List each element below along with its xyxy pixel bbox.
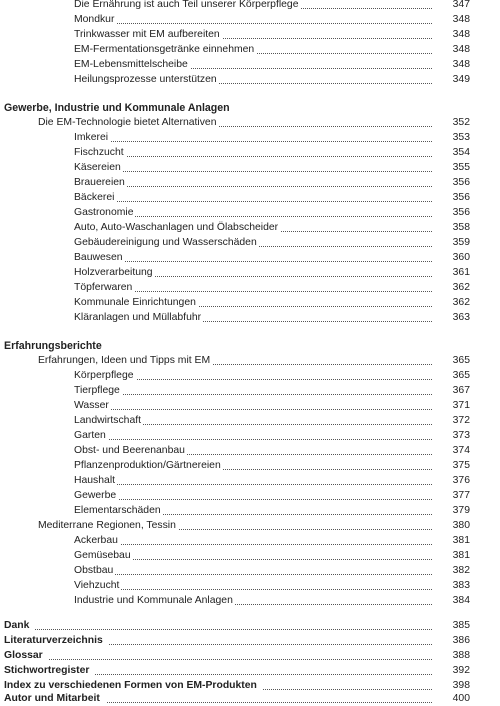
- toc-entry-page: 375: [452, 460, 470, 471]
- toc-entry-title: Glossar: [4, 650, 49, 661]
- toc-entry-title: Obst- und Beerenanbau: [74, 445, 185, 456]
- toc-entry-page: 355: [452, 162, 470, 173]
- toc-entry-title: Bäckerei: [74, 192, 115, 203]
- section-heading: Gewerbe, Industrie und Kommunale Anlagen: [4, 102, 230, 114]
- toc-backmatter-entry[interactable]: [0, 679, 500, 693]
- toc-entry-title: Holzverarbeitung: [74, 267, 153, 278]
- toc-section-entry[interactable]: [0, 519, 500, 533]
- toc-entry[interactable]: [0, 564, 500, 578]
- toc-entry-title: Autor und Mitarbeit: [4, 693, 106, 704]
- toc-entry[interactable]: [0, 444, 500, 458]
- toc-entry[interactable]: [0, 384, 500, 398]
- toc-entry-page: 348: [452, 44, 470, 55]
- toc-entry[interactable]: [0, 266, 500, 280]
- toc-entry-page: 365: [452, 355, 470, 366]
- toc-entry-page: 347: [452, 0, 470, 10]
- toc-entry-title: Tierpflege: [74, 385, 120, 396]
- toc-entry-page: 398: [452, 680, 470, 691]
- toc-entry-page: 362: [452, 297, 470, 308]
- toc-entry-page: 365: [452, 370, 470, 381]
- toc-entry-title: Haushalt: [74, 475, 116, 486]
- toc-entry[interactable]: [0, 579, 500, 593]
- toc-entry-title: Landwirtschaft: [74, 415, 141, 426]
- toc-entry-page: 371: [452, 400, 470, 411]
- toc-entry-page: 374: [452, 445, 470, 456]
- toc-entry-page: 381: [452, 535, 470, 546]
- toc-entry-title: Auto, Auto-Waschanlagen und Ölabscheider: [74, 222, 279, 233]
- toc-entry[interactable]: [0, 281, 500, 295]
- section-heading: Erfahrungsberichte: [4, 340, 102, 352]
- toc-entry[interactable]: [0, 73, 500, 87]
- toc-entry[interactable]: [0, 311, 500, 325]
- toc-entry-title: Index zu verschiedenen Formen von EM-Produkten: [4, 680, 263, 691]
- toc-backmatter-entry[interactable]: [0, 634, 500, 648]
- toc-entry-title: Bauwesen: [74, 252, 123, 263]
- toc-entry-page: 356: [452, 207, 470, 218]
- toc-entry-page: 373: [452, 430, 470, 441]
- toc-entry-page: 348: [452, 29, 470, 40]
- toc-entry-title: Gastronomie: [74, 207, 134, 218]
- toc-entry-page: 361: [452, 267, 470, 278]
- toc-entry[interactable]: [0, 474, 500, 488]
- toc-entry-title: Ackerbau: [74, 535, 118, 546]
- toc-entry-page: 352: [452, 117, 470, 128]
- toc-entry-page: 379: [452, 505, 470, 516]
- toc-entry-title: EM-Lebensmittelscheibe: [74, 59, 188, 70]
- toc-entry-page: 380: [452, 520, 470, 531]
- toc-entry[interactable]: [0, 459, 500, 473]
- toc-entry[interactable]: [0, 414, 500, 428]
- toc-entry-title: Mondkur: [74, 14, 115, 25]
- toc-entry-page: 359: [452, 237, 470, 248]
- toc-entry[interactable]: [0, 131, 500, 145]
- toc-entry[interactable]: [0, 206, 500, 220]
- toc-entry-title: Mediterrane Regionen, Tessin: [38, 520, 176, 531]
- toc-entry-page: 383: [452, 580, 470, 591]
- toc-entry-title: Trinkwasser mit EM aufbereiten: [74, 29, 220, 40]
- toc-entry-title: Garten: [74, 430, 106, 441]
- toc-entry-title: Gewerbe: [74, 490, 117, 501]
- toc-entry-title: Gemüsebau: [74, 550, 131, 561]
- toc-entry-page: 367: [452, 385, 470, 396]
- toc-backmatter-entry[interactable]: [0, 692, 500, 706]
- toc-entry-page: 348: [452, 14, 470, 25]
- toc-entry[interactable]: [0, 504, 500, 518]
- toc-entry[interactable]: [0, 13, 500, 27]
- toc-entry-page: 372: [452, 415, 470, 426]
- toc-entry[interactable]: [0, 549, 500, 563]
- toc-entry-title: Käsereien: [74, 162, 121, 173]
- toc-entry-page: 363: [452, 312, 470, 323]
- toc-entry[interactable]: [0, 43, 500, 57]
- toc-entry-page: 354: [452, 147, 470, 158]
- toc-entry[interactable]: [0, 161, 500, 175]
- toc-entry[interactable]: [0, 399, 500, 413]
- toc-entry-title: Obstbau: [74, 565, 114, 576]
- toc-entry-title: Dank: [4, 620, 35, 631]
- toc-entry[interactable]: [0, 594, 500, 608]
- toc-entry[interactable]: [0, 58, 500, 72]
- toc-entry-page: 382: [452, 565, 470, 576]
- toc-entry[interactable]: [0, 534, 500, 548]
- toc-entry-title: Brauereien: [74, 177, 125, 188]
- toc-entry[interactable]: [0, 221, 500, 235]
- toc-entry-page: 353: [452, 132, 470, 143]
- toc-entry-page: 348: [452, 59, 470, 70]
- toc-entry-title: Elementarschäden: [74, 505, 161, 516]
- toc-entry-page: 349: [452, 74, 470, 85]
- toc-entry-title: Erfahrungen, Ideen und Tipps mit EM: [38, 355, 211, 366]
- toc-backmatter-entry[interactable]: [0, 649, 500, 663]
- toc-entry-page: 376: [452, 475, 470, 486]
- toc-section-entry[interactable]: [0, 116, 500, 130]
- toc-entry-title: Literaturverzeichnis: [4, 635, 109, 646]
- toc-entry[interactable]: [0, 251, 500, 265]
- toc-entry-page: 384: [452, 595, 470, 606]
- toc-entry-page: 362: [452, 282, 470, 293]
- toc-entry-page: 377: [452, 490, 470, 501]
- toc-entry-title: Kommunale Einrichtungen: [74, 297, 196, 308]
- toc-entry[interactable]: [0, 146, 500, 160]
- toc-entry-page: 360: [452, 252, 470, 263]
- toc-entry-page: 356: [452, 177, 470, 188]
- toc-entry[interactable]: [0, 369, 500, 383]
- toc-entry[interactable]: [0, 429, 500, 443]
- toc-entry[interactable]: [0, 28, 500, 42]
- toc-entry-page: 392: [452, 665, 470, 676]
- toc-entry-title: Stichwortregister: [4, 665, 95, 676]
- toc-entry-title: Kläranlagen und Müllabfuhr: [74, 312, 202, 323]
- toc-entry-title: Imkerei: [74, 132, 109, 143]
- toc-entry-title: Wasser: [74, 400, 109, 411]
- toc-entry[interactable]: [0, 0, 500, 12]
- toc-entry-title: Die EM-Technologie bietet Alternativen: [38, 117, 217, 128]
- toc-entry-page: 356: [452, 192, 470, 203]
- toc-entry-page: 388: [452, 650, 470, 661]
- toc-entry-title: EM-Fermentationsgetränke einnehmen: [74, 44, 255, 55]
- toc-entry[interactable]: [0, 489, 500, 503]
- toc-entry-page: 358: [452, 222, 470, 233]
- toc-entry[interactable]: [0, 296, 500, 310]
- toc-entry[interactable]: [0, 191, 500, 205]
- toc-entry[interactable]: [0, 176, 500, 190]
- toc-entry-title: Gebäudereinigung und Wasserschäden: [74, 237, 257, 248]
- toc-entry[interactable]: [0, 236, 500, 250]
- toc-backmatter-entry[interactable]: [0, 664, 500, 678]
- toc-backmatter-entry[interactable]: [0, 619, 500, 633]
- toc-entry-title: Heilungsprozesse unterstützen: [74, 74, 217, 85]
- toc-entry-title: Viehzucht: [74, 580, 120, 591]
- toc-entry-page: 386: [452, 635, 470, 646]
- toc-entry-title: Körperpflege: [74, 370, 134, 381]
- toc-section-entry[interactable]: [0, 354, 500, 368]
- toc-entry-title: Pflanzenproduktion/Gärtnereien: [74, 460, 221, 471]
- toc-entry-page: 400: [452, 693, 470, 704]
- toc-entry-page: 385: [452, 620, 470, 631]
- toc-entry-page: 381: [452, 550, 470, 561]
- toc-entry-title: Fischzucht: [74, 147, 124, 158]
- toc-entry-title: Die Ernährung ist auch Teil unserer Körperpflege: [74, 0, 299, 10]
- toc-entry-title: Töpferwaren: [74, 282, 133, 293]
- toc-entry-title: Industrie und Kommunale Anlagen: [74, 595, 233, 606]
